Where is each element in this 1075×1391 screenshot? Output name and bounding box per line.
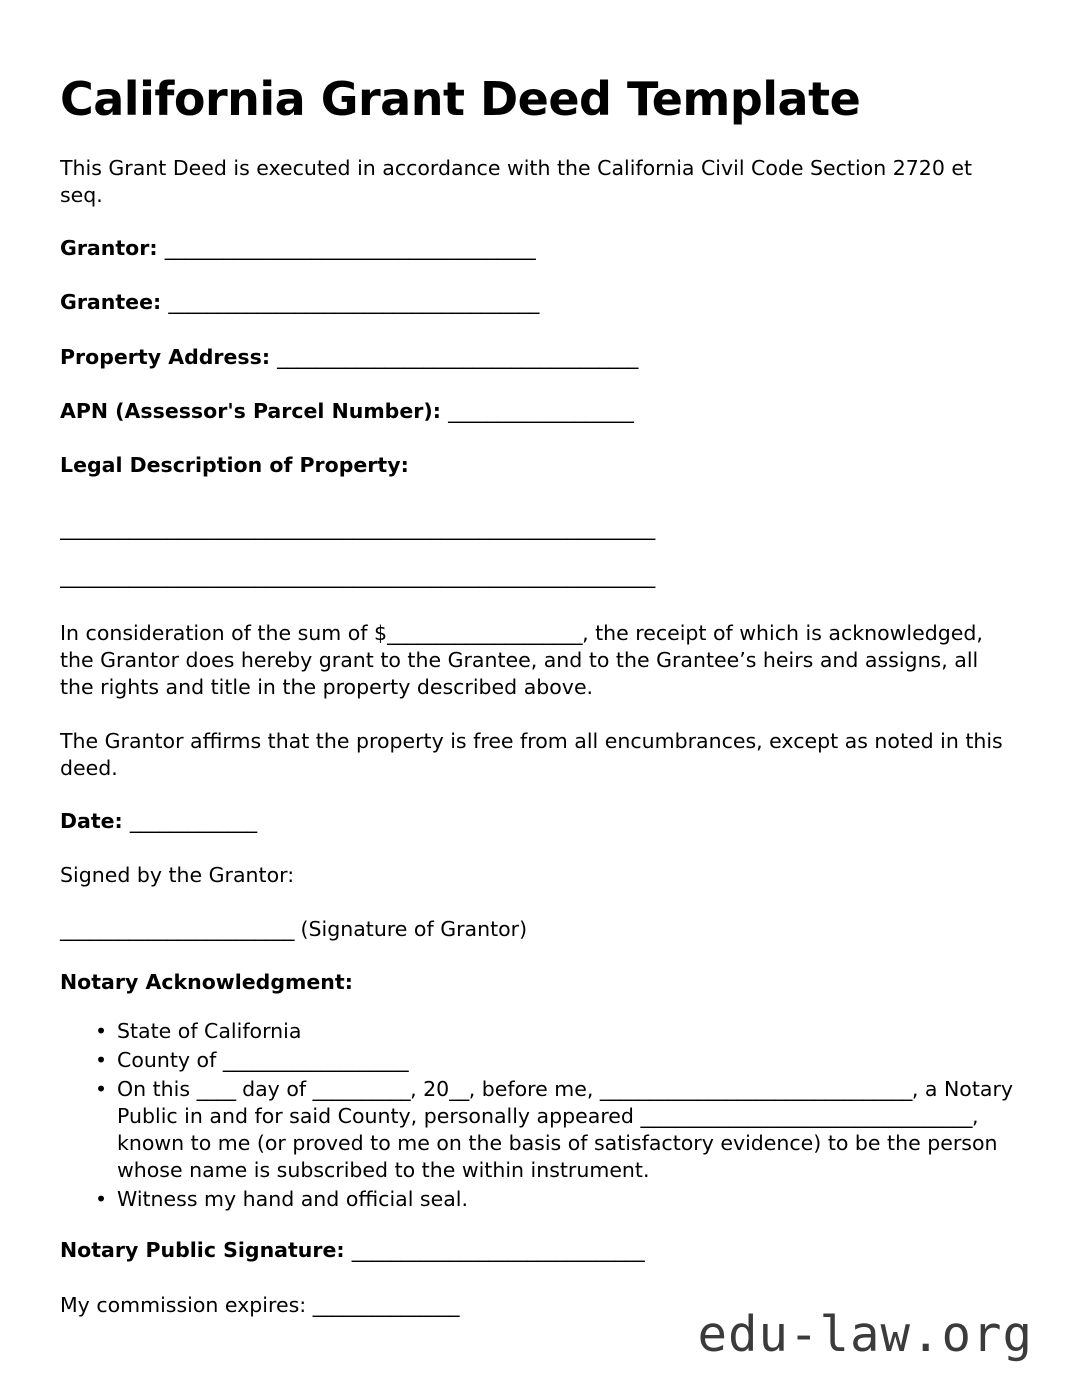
notary-public-signature-field (60, 1237, 1017, 1264)
intro-paragraph: This Grant Deed is executed in accordance with the California Civil Code Section 2720 et seq. (60, 155, 973, 207)
site-watermark: edu-law.org (697, 1306, 1033, 1363)
county-of-label: County of (117, 1048, 223, 1073)
date-field (60, 808, 1017, 835)
commission-expires-blank[interactable]: _______________ (312, 1292, 459, 1317)
consideration-paragraph (60, 620, 1017, 702)
date-blank[interactable]: _____________ (129, 809, 257, 834)
apn-blank[interactable]: ___________________ (448, 398, 634, 423)
month-blank[interactable]: __________ (312, 1077, 411, 1102)
list-item (95, 1076, 1017, 1184)
page-title: California Grant Deed Template (60, 72, 861, 126)
grantor-signature-blank[interactable]: ________________________ (60, 916, 294, 941)
known-to-me-text: , known to me (or proved to me on the basis of satisfactory evidence) to be the person whose name is subscribed to the within instrument. (117, 1104, 998, 1183)
notary-name-blank[interactable]: ________________________________ (599, 1077, 912, 1102)
witness-seal-text: Witness my hand and official seal. (117, 1187, 468, 1212)
year-blank[interactable]: __ (449, 1077, 469, 1102)
list-item (95, 1047, 1017, 1074)
state-of-california-text: State of California (117, 1019, 302, 1044)
legal-description-label: Legal Description of Property: (60, 453, 409, 478)
grantor-signature-line (60, 916, 1017, 943)
notary-acknowledgment-list (60, 1018, 1017, 1213)
consideration-text-before: In consideration of the sum of $ (60, 620, 388, 645)
appeared-person-blank[interactable]: __________________________________ (640, 1104, 972, 1129)
commission-expires-label: My commission expires: (60, 1292, 313, 1317)
year-prefix-text: , 20 (410, 1077, 450, 1102)
before-me-text: , before me, (468, 1077, 600, 1102)
apn-label: APN (Assessor's Parcel Number): (60, 398, 449, 423)
property-address-label: Property Address: (60, 344, 278, 369)
legal-description-blank-line-1[interactable]: _____________________________________________________________ (60, 516, 655, 541)
on-this-prefix: On this (117, 1077, 197, 1102)
grantee-label: Grantee: (60, 290, 169, 315)
property-address-field (60, 344, 1017, 371)
date-label: Date: (60, 809, 130, 834)
apn-field (60, 398, 1017, 425)
day-of-text: day of (235, 1077, 313, 1102)
consideration-amount-blank[interactable]: ____________________ (387, 620, 583, 645)
legal-description-blank-line-2[interactable]: _____________________________________________________________ (60, 563, 655, 588)
list-item (95, 1186, 1017, 1213)
property-address-blank[interactable]: _____________________________________ (277, 344, 638, 369)
day-blank[interactable]: ____ (196, 1077, 236, 1102)
grantor-label: Grantor: (60, 236, 165, 261)
grantor-field (60, 235, 1017, 262)
grantee-field (60, 289, 1017, 316)
notary-acknowledgment-heading: Notary Acknowledgment: (60, 969, 353, 994)
grantor-blank[interactable]: ______________________________________ (164, 236, 536, 261)
list-item (95, 1018, 1017, 1045)
notary-public-text: , a Notary Public in and for said County, personally appeared (117, 1077, 1014, 1129)
consideration-text-after: , the receipt of which is acknowledged, the Grantor does hereby grant to the Grantee, and to the Grantee’s heirs and assigns, all the rights and title in the property described above. (60, 620, 983, 700)
notary-public-signature-label: Notary Public Signature: (60, 1238, 352, 1263)
grantee-blank[interactable]: ______________________________________ (168, 290, 539, 315)
notary-public-signature-blank[interactable]: ______________________________ (351, 1238, 645, 1263)
signed-by-grantor-label: Signed by the Grantor: (60, 863, 295, 888)
county-blank[interactable]: ___________________ (222, 1048, 409, 1073)
encumbrances-paragraph: The Grantor affirms that the property is free from all encumbrances, except as noted in this deed. (60, 728, 1003, 780)
grantor-signature-caption: (Signature of Grantor) (294, 916, 528, 941)
